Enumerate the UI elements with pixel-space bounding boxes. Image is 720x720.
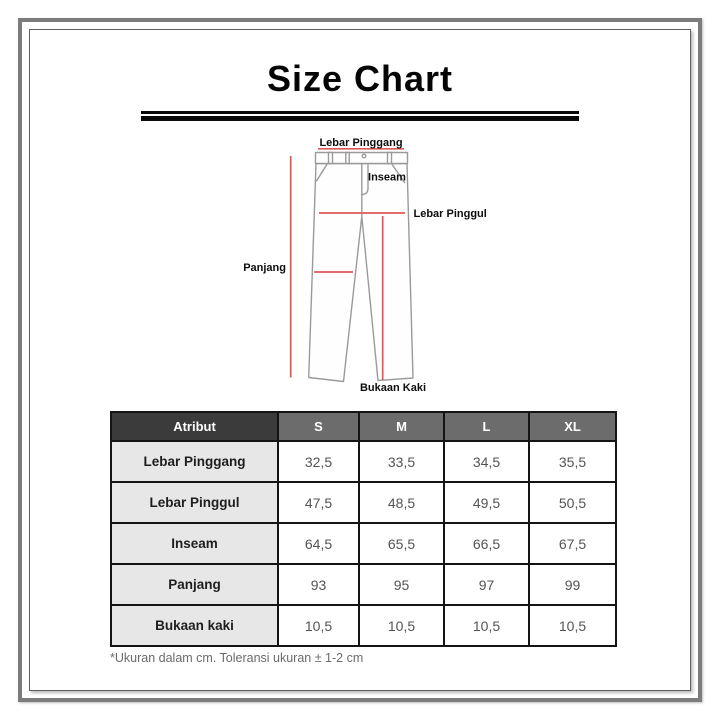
cell-value: 66,5: [444, 523, 529, 564]
row-label-inseam: Inseam: [111, 523, 278, 564]
row-label-lebar-pinggang: Lebar Pinggang: [111, 441, 278, 482]
measurement-footnote: *Ukuran dalam cm. Toleransi ukuran ± 1-2 cm: [110, 651, 364, 665]
cell-value: 10,5: [278, 605, 359, 646]
cell-value: 10,5: [529, 605, 616, 646]
row-label-lebar-pinggul: Lebar Pinggul: [111, 482, 278, 523]
cell-value: 64,5: [278, 523, 359, 564]
table-row: [111, 523, 616, 564]
column-header-l: L: [444, 412, 529, 441]
cell-value: 65,5: [359, 523, 444, 564]
pants-outline-drawing: [309, 153, 413, 382]
waist-label: Lebar Pinggang: [319, 137, 403, 149]
column-header-m: M: [359, 412, 444, 441]
table-row: [111, 482, 616, 523]
inseam-label: Inseam: [368, 171, 406, 184]
row-label-bukaan-kaki: Bukaan kaki: [111, 605, 278, 646]
cell-value: 50,5: [529, 482, 616, 523]
cell-value: 95: [359, 564, 444, 605]
cell-value: 99: [529, 564, 616, 605]
pants-measurement-diagram: [235, 132, 490, 400]
table-row: [111, 564, 616, 605]
hip-label: Lebar Pinggul: [413, 208, 487, 220]
cell-value: 97: [444, 564, 529, 605]
page-title: Size Chart: [266, 58, 454, 99]
length-label: Panjang: [243, 262, 286, 274]
table-row: [111, 441, 616, 482]
table-row: [111, 605, 616, 646]
cell-value: 48,5: [359, 482, 444, 523]
cell-value: 49,5: [444, 482, 529, 523]
column-header-s: S: [278, 412, 359, 441]
cell-value: 10,5: [359, 605, 444, 646]
column-header-xl: XL: [529, 412, 616, 441]
cell-value: 47,5: [278, 482, 359, 523]
cell-value: 10,5: [444, 605, 529, 646]
divider-thick-line: [141, 116, 579, 121]
cell-value: 35,5: [529, 441, 616, 482]
cell-value: 93: [278, 564, 359, 605]
size-table: [110, 411, 617, 647]
leg-opening-label: Bukaan Kaki: [359, 382, 427, 394]
cell-value: 67,5: [529, 523, 616, 564]
title-divider: [141, 111, 579, 121]
row-label-panjang: Panjang: [111, 564, 278, 605]
cell-value: 33,5: [359, 441, 444, 482]
cell-value: 34,5: [444, 441, 529, 482]
table-header-row: [111, 412, 616, 441]
cell-value: 32,5: [278, 441, 359, 482]
column-header-atribut: Atribut: [111, 412, 278, 441]
